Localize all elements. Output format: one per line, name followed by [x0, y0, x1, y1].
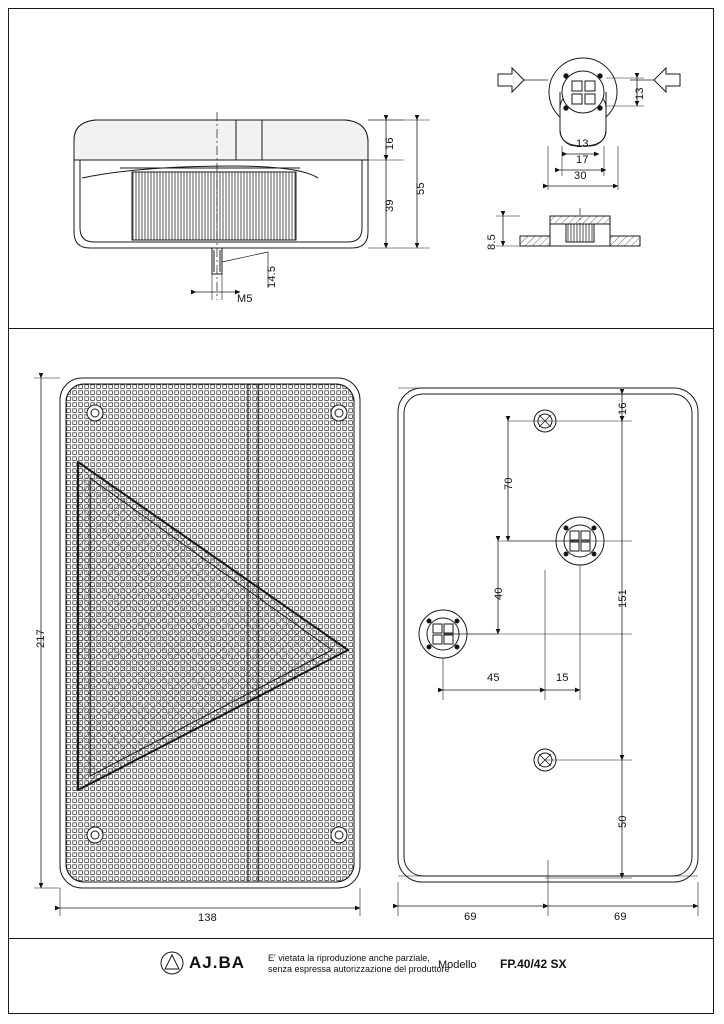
dim-connector-13-horz: 13: [576, 138, 589, 150]
copyright-line-1: E' vietata la riproduzione anche parziale,: [268, 953, 430, 963]
brand-logo-text: AJ.BA: [189, 953, 246, 972]
dim-side-39: 39: [384, 199, 396, 212]
dim-side-14-5: 14.5: [266, 265, 278, 288]
copyright-line-2: senza espressa autorizzazione del produttore: [268, 964, 450, 974]
dim-rear-45: 45: [487, 672, 500, 684]
model-value: FP.40/42 SX: [500, 957, 567, 971]
dim-rear-16: 16: [617, 402, 629, 415]
dim-side-55: 55: [415, 182, 427, 195]
dim-rear-69-right: 69: [614, 911, 627, 923]
dim-front-138: 138: [198, 912, 217, 924]
dim-connector-30: 30: [574, 170, 587, 182]
model-label: Modello: [438, 959, 477, 971]
dim-side-16: 16: [384, 137, 396, 150]
dim-connector-13-vert: 13: [634, 87, 646, 100]
dim-section-8-5: 8.5: [486, 234, 498, 250]
dim-rear-69-left: 69: [464, 911, 477, 923]
dim-rear-151: 151: [617, 589, 629, 608]
dim-front-217: 217: [35, 629, 47, 648]
dim-connector-17: 17: [576, 154, 589, 166]
dim-rear-50: 50: [617, 815, 629, 828]
dim-rear-70: 70: [503, 477, 515, 490]
dim-rear-15: 15: [556, 672, 569, 684]
dim-side-m5: M5: [237, 293, 253, 305]
dim-rear-40: 40: [493, 587, 505, 600]
